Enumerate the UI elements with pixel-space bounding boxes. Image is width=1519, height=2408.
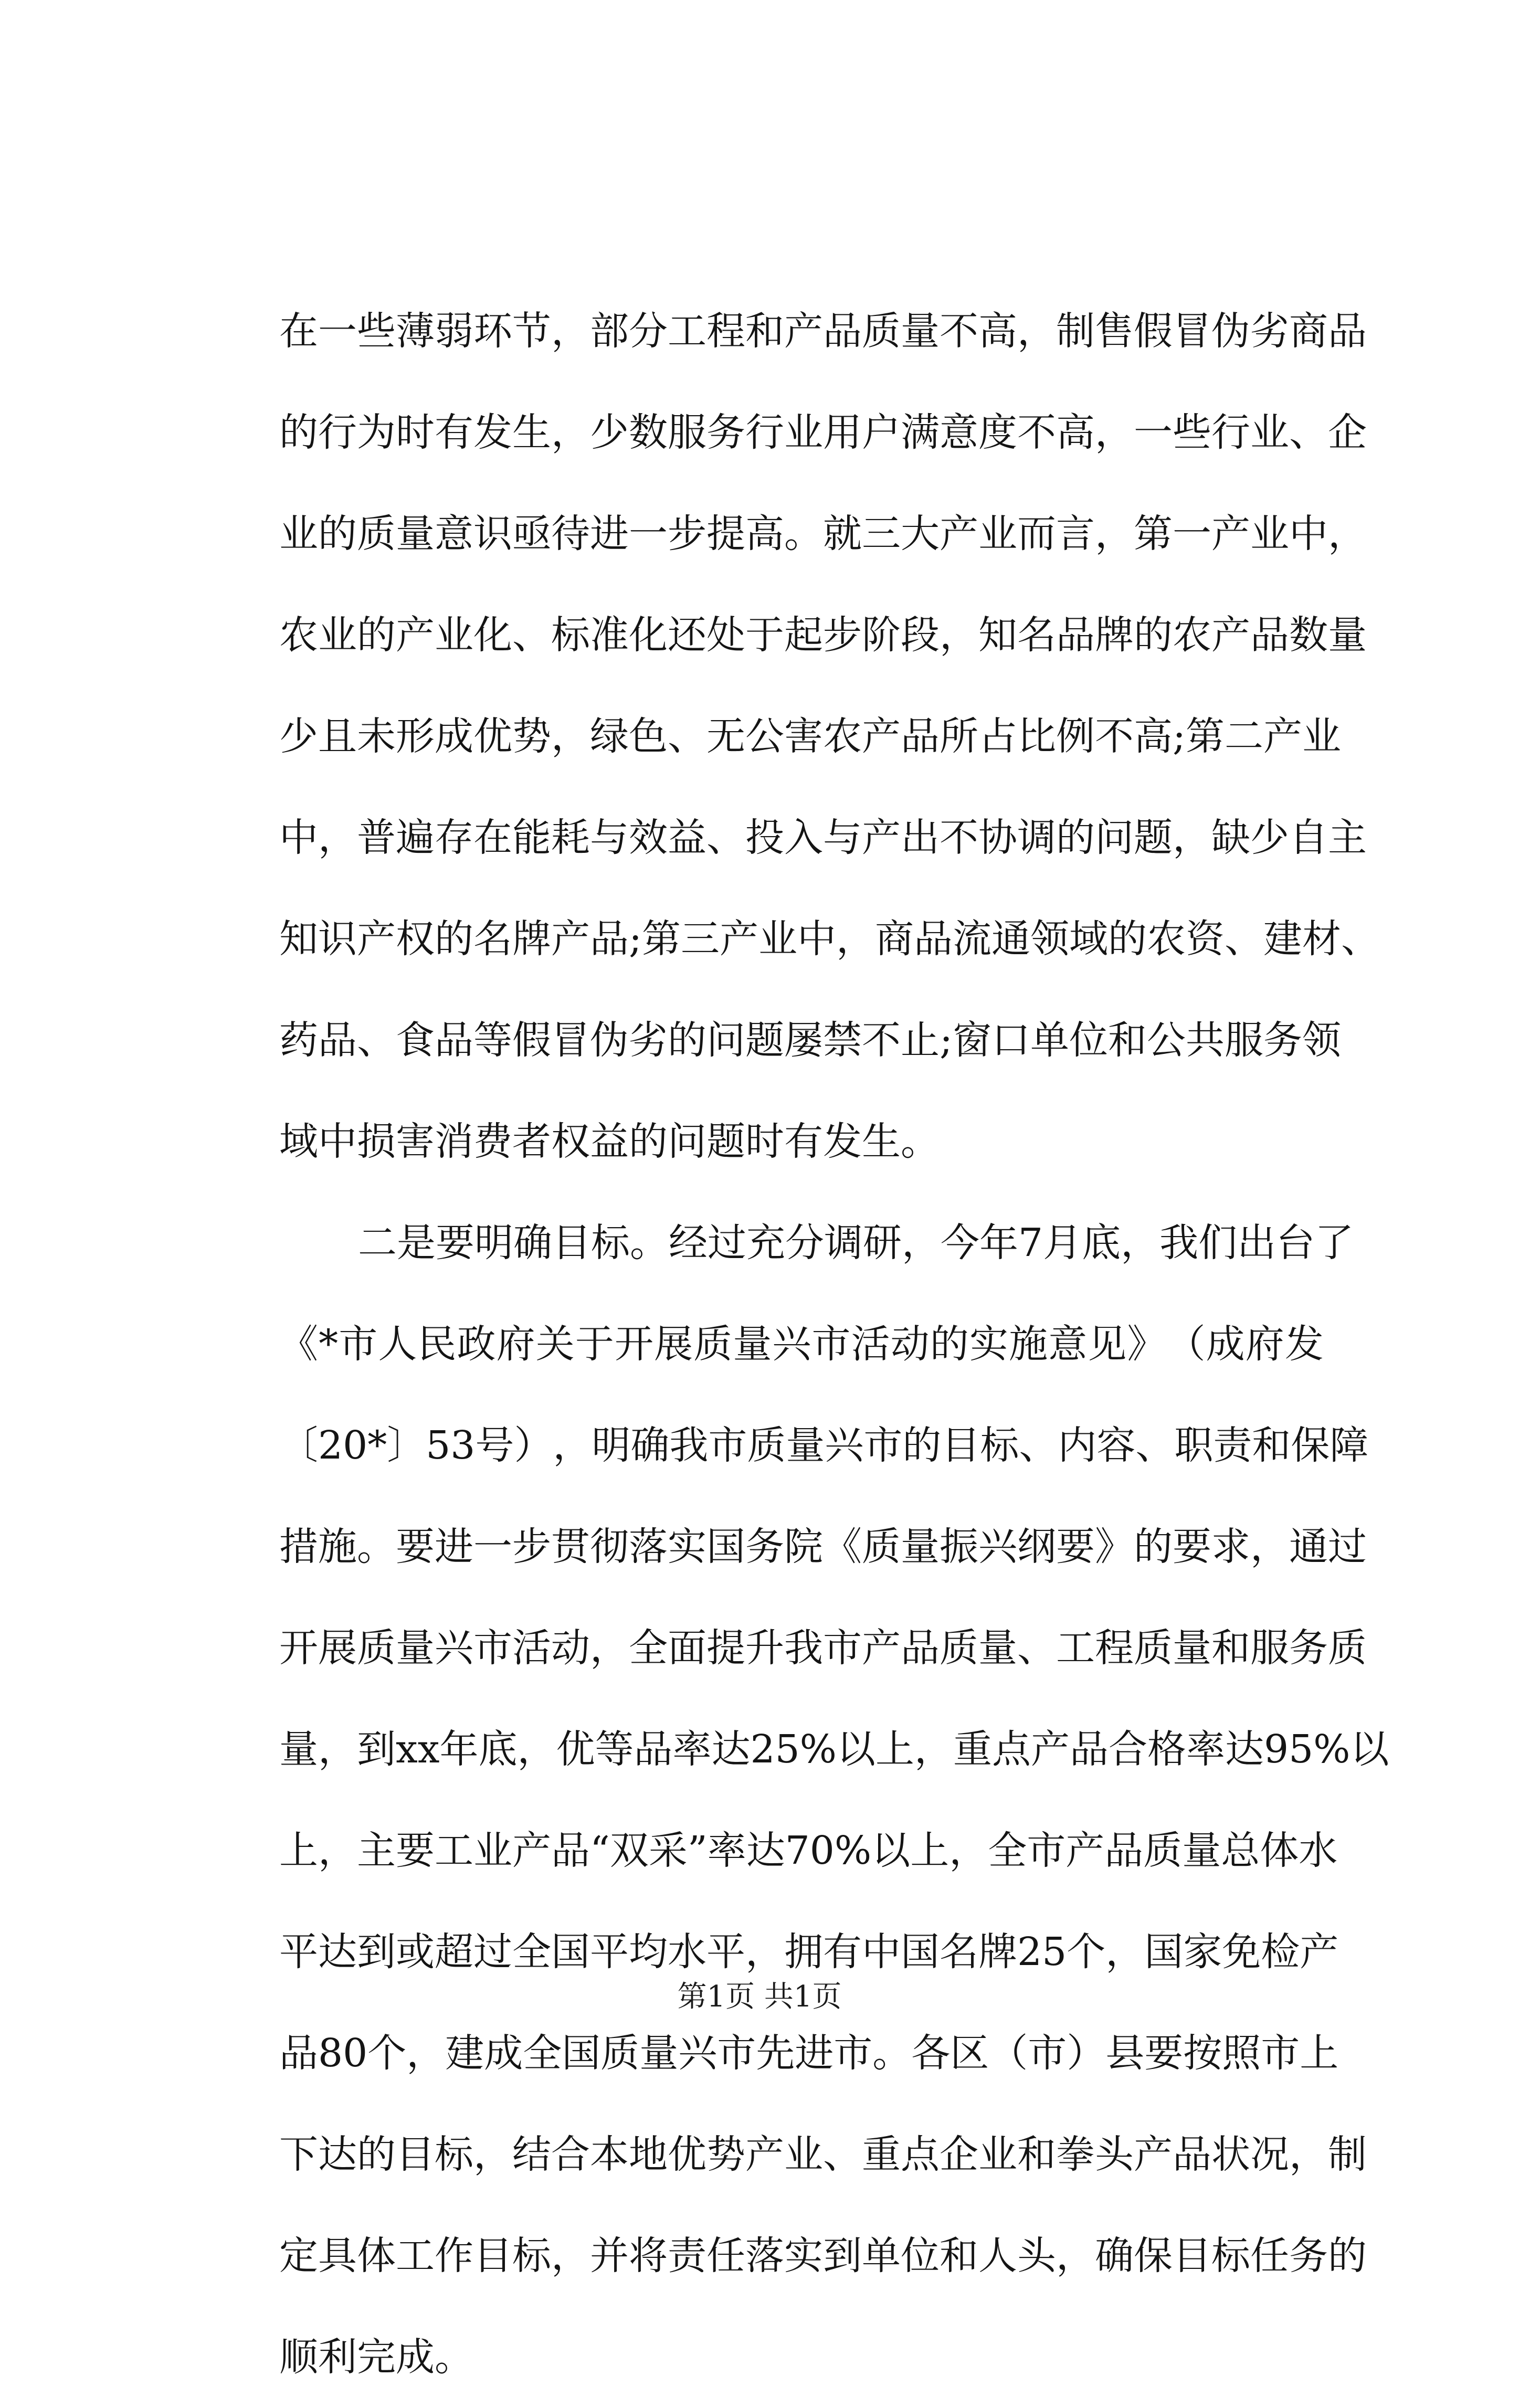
text-line: 少 且 未 形 成 优 势 ， 绿 色 、 无 公 害 农 产 品 所 占 比 例 不 高 ; 第 二 产 业	[279, 714, 1341, 759]
page-footer: 第1页 共1页	[677, 1980, 842, 2014]
text-line: 农 业 的 产 业 化 、 标 准 化 还 处 于 起 步 阶 段 ， 知 名 品 牌 的 农 产 品 数 量	[279, 612, 1367, 658]
text-line: 药 品 、 食 品 等 假 冒 伪 劣 的 问 题 屡 禁 不 止 ; 窗 口 单 位 和 公 共 服 务 领	[279, 1018, 1341, 1063]
text-line: 的 行 为 时 有 发 生 ， 少 数 服 务 行 业 用 户 满 意 度 不 高 ， 一 些 行 业 、 企	[279, 410, 1367, 455]
paragraph-first-line: 二 是 要 明 确 目 标 。 经 过 充 分 调 研 ， 今 年 7 月 底 ， 我 们 出 台 了	[358, 1220, 1354, 1265]
text-line: 业 的 质 量 意 识 亟 待 进 一 步 提 高 。 就 三 大 产 业 而 言 ， 第 一 产 业 中 ，	[279, 511, 1367, 556]
text-line: 量 ， 到 x x 年 底 ， 优 等 品 率 达 2 5 % 以 上 ， 重 点 产 品 合 格 率 达 9 5 % 以	[279, 1727, 1389, 1772]
text-line: 在 一 些 薄 弱 环 节 ， 部 分 工 程 和 产 品 质 量 不 高 ， 制 售 假 冒 伪 劣 商 品	[279, 309, 1367, 354]
text-line: 中 ， 普 遍 存 在 能 耗 与 效 益 、 投 入 与 产 出 不 协 调 的 问 题 ， 缺 少 自 主	[279, 815, 1367, 860]
text-line: 知 识 产 权 的 名 牌 产 品 ; 第 三 产 业 中 ， 商 品 流 通 领 域 的 农 资 、 建 材 、	[279, 916, 1380, 962]
text-line: 平 达 到 或 超 过 全 国 平 均 水 平 ， 拥 有 中 国 名 牌 2 5 个 ， 国 家 免 检 产	[279, 1929, 1339, 1974]
text-line: 定 具 体 工 作 目 标 ， 并 将 责 任 落 实 到 单 位 和 人 头 ， 确 保 目 标 任 务 的	[279, 2233, 1367, 2278]
text-line: 措 施 。 要 进 一 步 贯 彻 落 实 国 务 院 《 质 量 振 兴 纲 要 》 的 要 求 ， 通 过	[279, 1524, 1367, 1569]
text-line: 下 达 的 目 标 ， 结 合 本 地 优 势 产 业 、 重 点 企 业 和 拳 头 产 品 状 况 ， 制	[279, 2132, 1367, 2177]
text-line: 〔 2 0 * 〕 5 3 号 ） ， 明 确 我 市 质 量 兴 市 的 目 标 、 内 容 、 职 责 和 保 障	[279, 1423, 1369, 1468]
document-body	[279, 281, 1389, 2408]
text-line: 上 ， 主 要 工 业 产 品 “ 双 采 ” 率 达 7 0 % 以 上 ， 全 市 产 品 质 量 总 体 水	[279, 1828, 1338, 1873]
text-line: 顺利完成。	[279, 2335, 473, 2380]
text-line: 开 展 质 量 兴 市 活 动 ， 全 面 提 升 我 市 产 品 质 量 、 工 程 质 量 和 服 务 质	[279, 1625, 1367, 1671]
text-line: 品 8 0 个 ， 建 成 全 国 质 量 兴 市 先 进 市 。 各 区 （ 市 ） 县 要 按 照 市 上	[279, 2031, 1339, 2076]
text-line: 《 * 市 人 民 政 府 关 于 开 展 质 量 兴 市 活 动 的 实 施 意 见 》 （ 成 府 发	[279, 1322, 1324, 1367]
text-line: 域中损害消费者权益的问题时有发生。	[279, 1119, 940, 1164]
